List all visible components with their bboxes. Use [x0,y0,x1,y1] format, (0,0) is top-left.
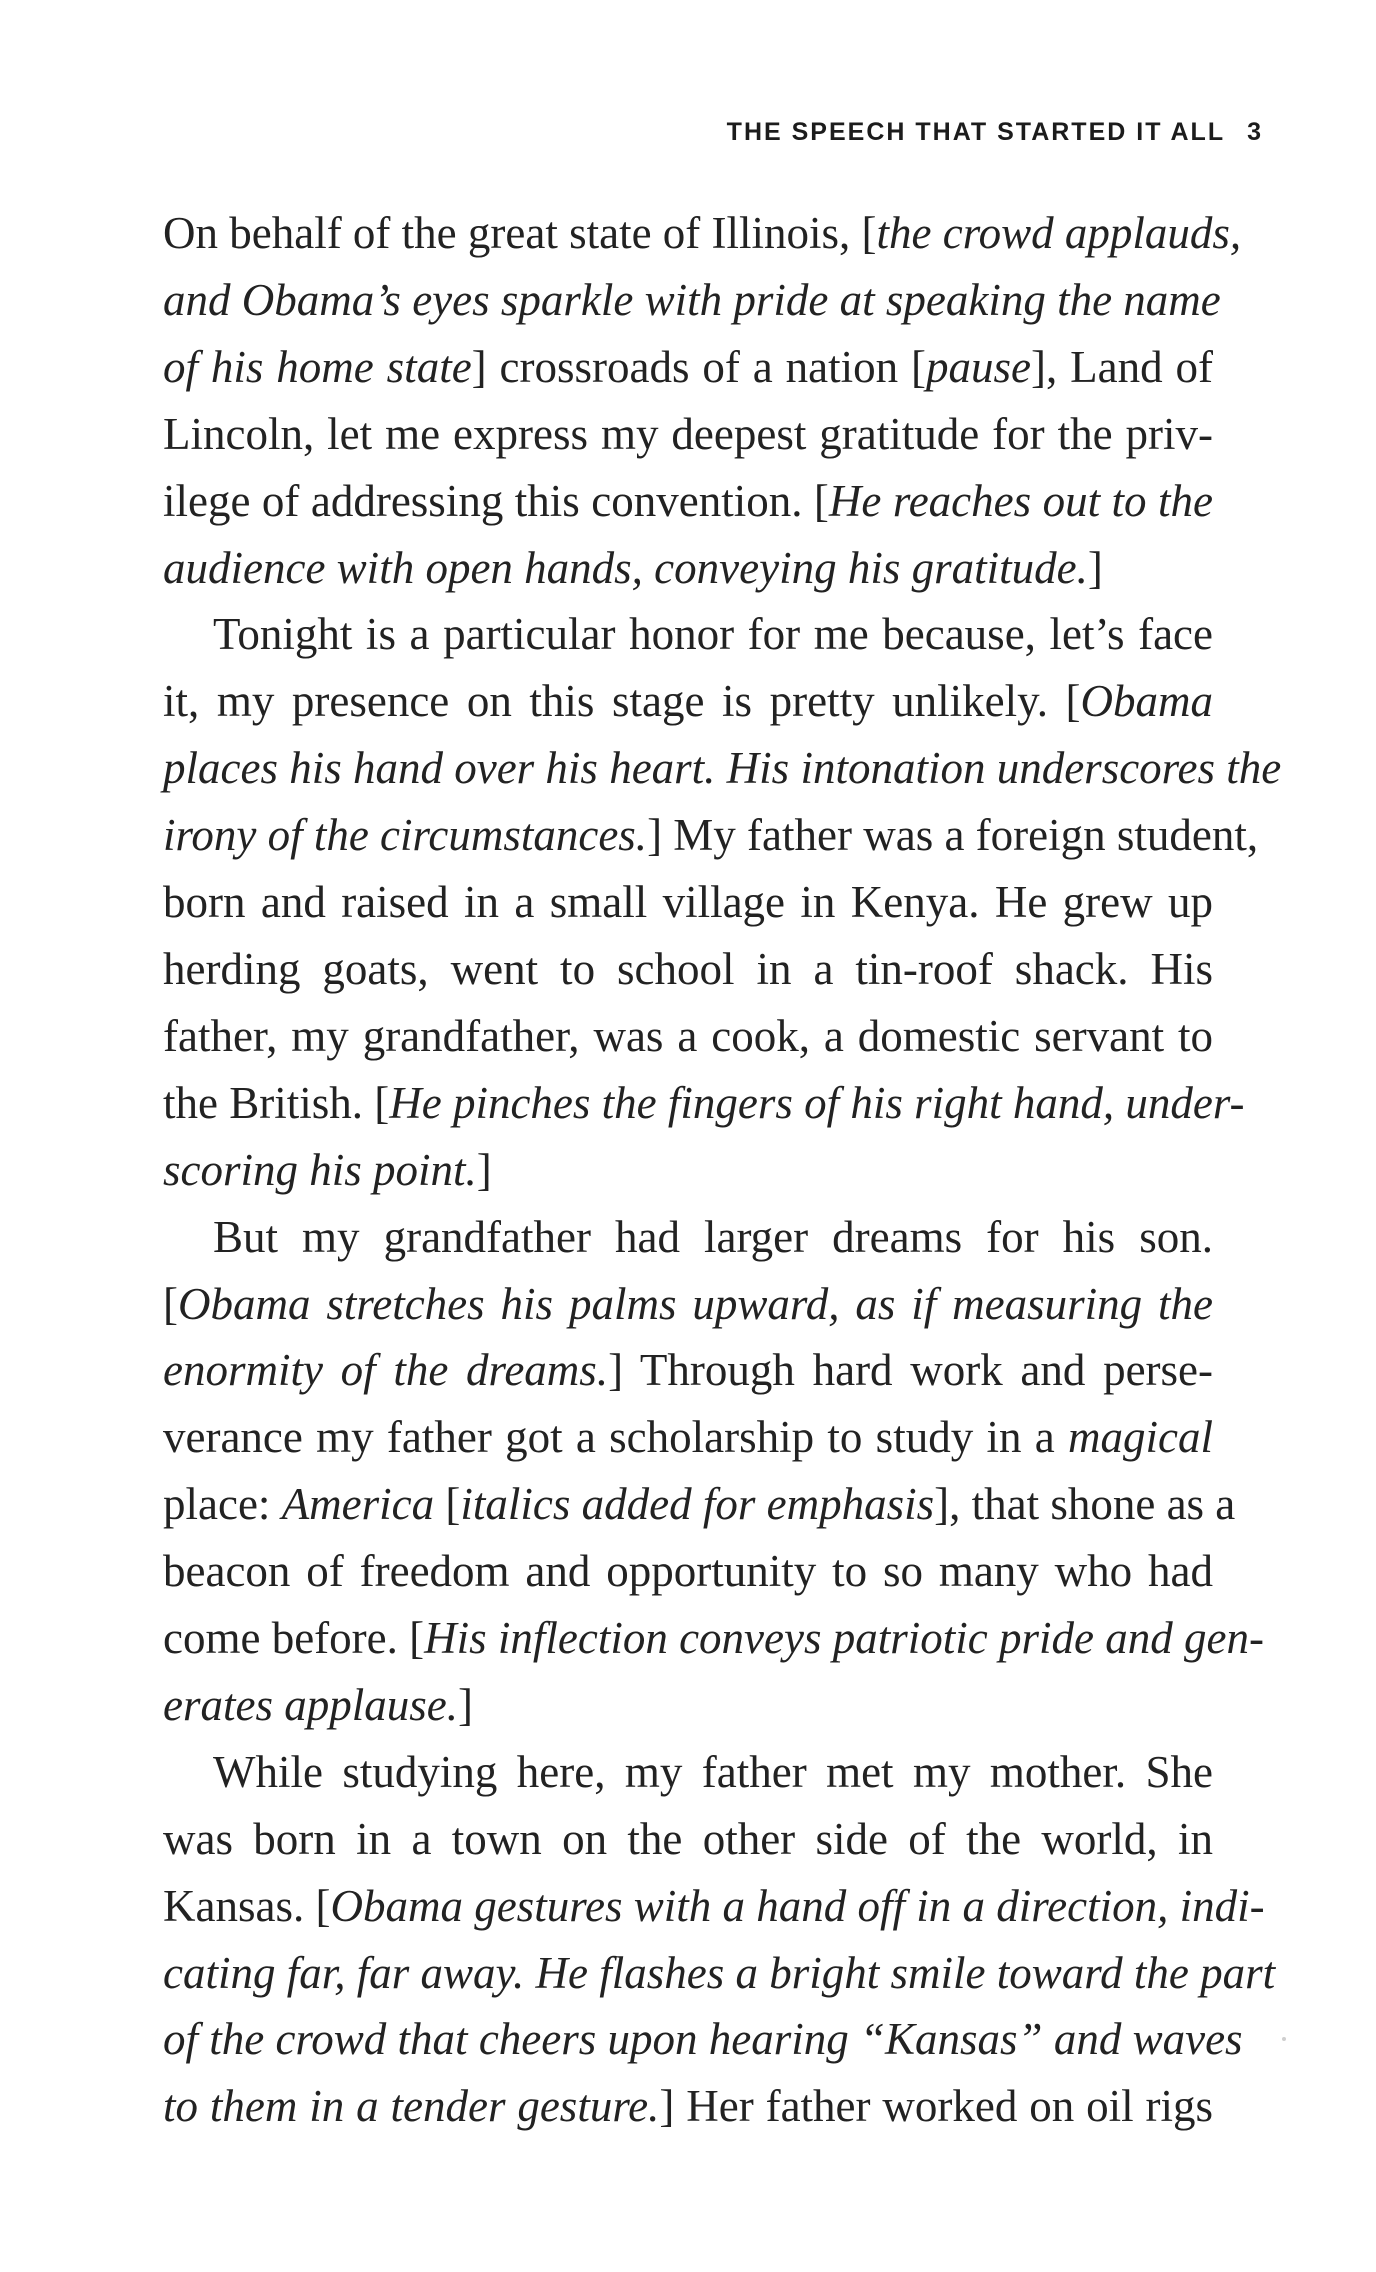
speech-text: On behalf of the great state of Illinois, [ [163,208,877,258]
text-line [163,735,1282,802]
page-number: 3 [1247,118,1263,146]
text-line [163,802,1259,869]
stage-direction: places his hand over his heart. His intonation underscores the [163,743,1282,794]
speech-text: ], Land of [1031,341,1213,392]
text-line [163,535,1213,602]
speech-text: ], that shone as a [934,1479,1236,1530]
stage-direction: Obama stretches his palms upward, as if measuring the [178,1278,1213,1329]
speech-text: ] crossroads of a nation [ [471,341,927,392]
text-line [163,1672,1213,1739]
stage-direction: America [281,1479,435,1530]
text-line [163,2073,1213,2140]
body-text [163,200,1282,2140]
stage-direction: irony of the circumstances. [163,810,648,861]
stage-direction: cating far, far away. He flashes a bright smile toward the part [163,1947,1276,1998]
stage-direction: Obama gestures with a hand off in a direction, indi- [330,1880,1265,1931]
speech-text: ] Through hard work and perse- [608,1345,1213,1396]
speech-text: verance my father got a scholarship to study in a [163,1412,1069,1463]
text-line [163,267,1221,334]
stage-direction: of his home state [163,341,472,392]
stage-direction: His inflection conveys patriotic pride and gen- [424,1613,1264,1664]
stage-direction: and Obama’s eyes sparkle with pride at speaking the name [163,274,1221,325]
text-line [163,1337,1213,1404]
speech-text: ] [476,1144,492,1195]
speech-text: Tonight is a particular honor for me because, let’s face [213,609,1213,660]
stage-direction: Obama [1080,676,1213,727]
text-line [163,1271,1213,1338]
text-line [163,1404,1213,1471]
speech-text: beacon of freedom and opportunity to so many who had [163,1546,1213,1597]
text-line [163,1471,1236,1538]
speech-text: ] My father was a foreign student, [647,810,1259,861]
stage-direction: He pinches the fingers of his right hand, under- [389,1077,1245,1128]
stage-direction: enormity of the dreams. [163,1345,609,1396]
text-line [163,1070,1245,1137]
stage-direction: scoring his point. [163,1144,477,1195]
text-line [163,1003,1213,1070]
speech-text: Lincoln, let me express my deepest gratitude for the priv- [163,408,1213,459]
stage-direction: erates applause. [163,1679,458,1730]
speech-text: ] Her father worked on oil rigs [659,2081,1213,2132]
text-line [163,936,1213,1003]
text-line [163,1137,1213,1204]
speech-text: come before. [ [163,1613,425,1664]
speech-text: was born in a town on the other side of the world, in [163,1813,1213,1864]
text-line [163,334,1213,401]
speech-text: Kansas. [ [163,1880,331,1931]
stage-direction: pause [926,341,1032,392]
speech-text: place: [163,1479,282,1530]
text-line [163,1873,1265,1940]
text-line [163,1806,1213,1873]
speech-text: born and raised in a small village in Kenya. He grew up [163,877,1213,928]
text-line [163,668,1213,735]
text-line [163,2006,1243,2073]
stage-direction: the crowd applauds, [876,208,1242,258]
text-line [163,1538,1213,1605]
text-line [163,1605,1264,1672]
speech-text: it, my presence on this stage is pretty unlikely. [ [163,676,1081,727]
text-line [163,1204,1213,1271]
text-line [163,601,1213,668]
stage-direction: of the crowd that cheers upon hearing “Kansas” and waves [163,2014,1243,2065]
text-line [163,869,1213,936]
speech-text: [ [434,1479,461,1530]
speech-text: herding goats, went to school in a tin-roof shack. His [163,943,1213,994]
speech-text: But my grandfather had larger dreams for his son. [213,1211,1213,1262]
stage-direction: italics added for emphasis [460,1479,935,1530]
running-head-title: THE SPEECH THAT STARTED IT ALL [726,118,1226,146]
stage-direction: He reaches out to the [828,475,1213,526]
speech-text: [ [163,1278,178,1329]
text-line [163,401,1213,468]
scan-speck [1282,2037,1286,2041]
speech-text: ] [1087,542,1103,593]
speech-text: ilege of addressing this convention. [ [163,475,829,526]
speech-text: father, my grandfather, was a cook, a domestic servant to [163,1010,1213,1061]
running-head [0,118,1263,147]
text-line [163,468,1213,535]
text-line [163,1739,1213,1806]
speech-text: the British. [ [163,1077,390,1128]
text-line [163,200,1242,267]
speech-text: ] [457,1679,473,1730]
stage-direction: to them in a tender gesture. [163,2081,660,2132]
text-line [163,1940,1276,2007]
stage-direction: audience with open hands, conveying his gratitude. [163,542,1088,593]
stage-direction: magical [1068,1412,1213,1463]
speech-text: While studying here, my father met my mother. She [213,1746,1213,1797]
